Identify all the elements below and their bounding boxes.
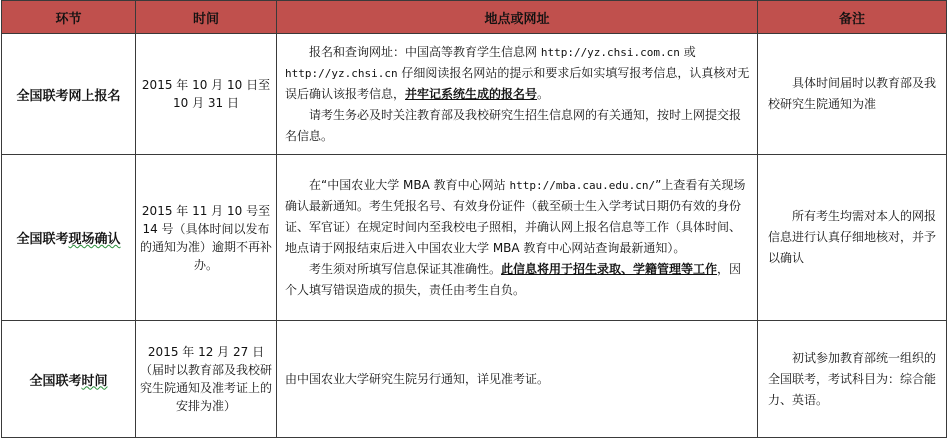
stage-label bbox=[16, 232, 120, 247]
location-text: 报名和查询网址：中国高等教育学生信息网 bbox=[309, 44, 541, 59]
url-link[interactable]: http://yz.chsi.com.cn bbox=[540, 45, 680, 59]
location-paragraph bbox=[285, 42, 750, 105]
note-cell bbox=[758, 321, 947, 438]
note-cell bbox=[758, 155, 947, 321]
stage-cell bbox=[2, 155, 136, 321]
url-link[interactable]: http://yz.chsi.cn bbox=[285, 66, 398, 80]
location-text: 在“中国农业大学 MBA 教育中心网站 bbox=[309, 177, 510, 192]
stage-text-marked: 时间 bbox=[81, 373, 108, 389]
time-cell: 2015 年 11 月 10 号至 14 号（具体时间以发布的通知为准）逾期不再补办。 bbox=[136, 155, 277, 321]
header-row bbox=[2, 1, 947, 34]
schedule-table bbox=[1, 0, 947, 438]
note-cell bbox=[758, 34, 947, 155]
time-cell: 2015 年 10 月 10 日至 10 月 31 日 bbox=[136, 34, 277, 155]
header-time: 时间 bbox=[136, 1, 277, 34]
location-cell bbox=[277, 155, 758, 321]
header-location: 地点或网址 bbox=[277, 1, 758, 34]
note-text: 初试参加教育部统一组织的全国联考，考试科目为：综合能力、英语。 bbox=[768, 350, 937, 407]
location-paragraph bbox=[285, 259, 750, 301]
location-cell bbox=[277, 34, 758, 155]
location-text: 仔细阅读报名网站的提示和要求后如实填写报考信息，认真核对无误后确认该报考信息， bbox=[285, 65, 750, 101]
stage-cell bbox=[2, 34, 136, 155]
table-row bbox=[2, 321, 947, 438]
emphasis-text: 此信息将用于招生录取、学籍管理等工作 bbox=[501, 261, 718, 276]
stage-label bbox=[29, 374, 107, 389]
emphasis-text: 并牢记系统生成的报名号 bbox=[405, 86, 538, 101]
table-row bbox=[2, 155, 947, 321]
stage-text-marked: 现场确认 bbox=[68, 232, 121, 247]
stage-cell bbox=[2, 321, 136, 438]
location-paragraph bbox=[285, 175, 750, 259]
time-cell: 2015 年 12 月 27 日（届时以教育部及我校研究生院通知及准考证上的安排为准） bbox=[136, 321, 277, 438]
stage-text: 全国联考 bbox=[16, 232, 69, 247]
location-paragraph: 由中国农业大学研究生院另行通知，详见准考证。 bbox=[285, 371, 550, 386]
location-paragraph: 请考生务必及时关注教育部及我校研究生招生信息网的有关通知，按时上网提交报名信息。 bbox=[285, 107, 742, 143]
note-text: 具体时间届时以教育部及我校研究生院通知为准 bbox=[768, 76, 937, 111]
stage-text: 全国联考 bbox=[29, 373, 82, 389]
location-text: ”上查看有关现场确认最新通知。考生凭报名号、有效身份证件（截至硕士生入学考试日期仍有效的身份证、军官证）在规定时间内至我校电子照相，并确认网上报名信息等工作（具体时间、地点请于网报结束后进入中国农业大学 MBA 教育中心网站查询最新通知）。 bbox=[285, 177, 746, 255]
header-note: 备注 bbox=[758, 1, 947, 34]
location-text: 或 bbox=[679, 44, 696, 59]
location-text: 。 bbox=[537, 86, 550, 101]
location-text: ，因个人填写错误造成的损失，责任由考生自负。 bbox=[285, 261, 742, 297]
location-cell bbox=[277, 321, 758, 438]
location-text: 考生须对所填写信息保证其准确性。 bbox=[309, 261, 502, 276]
url-link[interactable]: http://mba.cau.edu.cn/ bbox=[509, 178, 656, 192]
stage-label: 全国联考网上报名 bbox=[16, 88, 121, 104]
header-stage: 环节 bbox=[2, 1, 136, 34]
table-row bbox=[2, 34, 947, 155]
note-text: 所有考生均需对本人的网报信息进行认真仔细地核对，并予以确认 bbox=[768, 209, 937, 265]
